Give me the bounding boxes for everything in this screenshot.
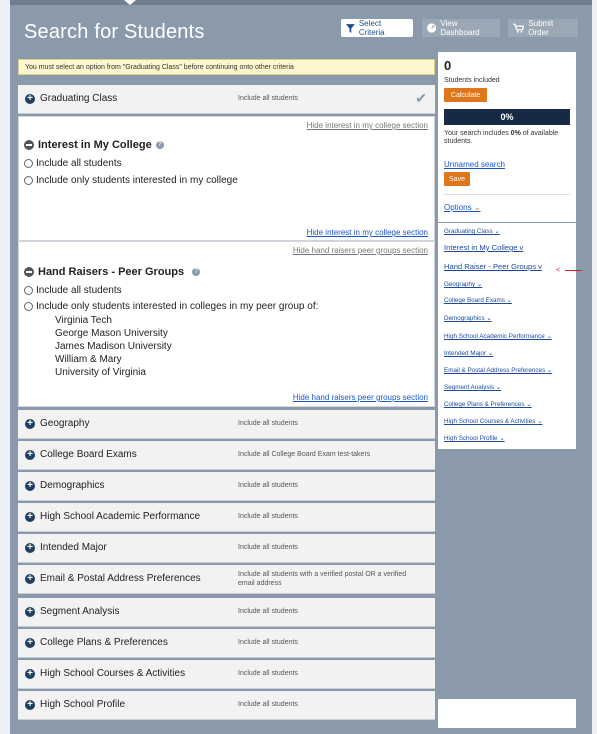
- plus-icon: +: [25, 607, 35, 617]
- hide-interest-link-bottom[interactable]: Hide interest in my college section: [306, 228, 428, 237]
- interest-section: [18, 116, 435, 241]
- submit-order-label: Submit Order: [528, 19, 554, 37]
- save-button[interactable]: Save: [444, 172, 470, 186]
- search-name-link[interactable]: Unnamed search: [444, 160, 505, 169]
- criteria-row[interactable]: [18, 472, 435, 501]
- criteria-row[interactable]: [18, 691, 435, 720]
- criteria-name: Segment Analysis: [40, 606, 120, 617]
- criteria-name: High School Academic Performance: [40, 511, 201, 522]
- chevron-down-icon: ⌄: [499, 435, 505, 442]
- help-icon[interactable]: ?: [192, 268, 200, 276]
- dashboard-icon: [427, 23, 436, 33]
- criteria-desc: Include all students: [238, 95, 298, 102]
- criteria-desc: Include all students: [238, 701, 298, 708]
- calculate-button[interactable]: Calculate: [444, 88, 487, 102]
- plus-icon: +: [25, 94, 35, 104]
- plus-icon: +: [25, 543, 35, 553]
- plus-icon: +: [25, 450, 35, 460]
- nav-item[interactable]: [444, 228, 500, 235]
- plus-icon: +: [25, 574, 35, 584]
- summary-panel: [438, 52, 576, 222]
- view-dashboard-button[interactable]: [422, 19, 500, 37]
- interest-title-label: Interest in My College: [38, 139, 152, 151]
- criteria-row[interactable]: [18, 503, 435, 532]
- chevron-down-icon: ⌄: [537, 418, 543, 425]
- nav-label: College Board Exams: [444, 297, 505, 304]
- radio-icon[interactable]: [24, 159, 33, 168]
- plus-icon: +: [25, 481, 35, 491]
- criteria-desc: Include all students: [238, 420, 298, 427]
- criteria-row[interactable]: [18, 534, 435, 563]
- nav-item[interactable]: Hand Raiser - Peer Groups v: [444, 262, 542, 271]
- criteria-row[interactable]: [18, 598, 435, 627]
- note-suffix: of available students.: [444, 130, 559, 145]
- hand-raisers-title-label: Hand Raisers - Peer Groups: [38, 266, 185, 278]
- nav-item[interactable]: [444, 297, 512, 304]
- nav-label: Email & Postal Address Preferences: [444, 367, 546, 374]
- nav-item[interactable]: [444, 367, 552, 374]
- peer-college: George Mason University: [55, 328, 168, 339]
- criteria-desc: Include all students: [238, 608, 298, 615]
- divider: [444, 194, 570, 195]
- chevron-down-icon: ⌄: [526, 401, 532, 408]
- criteria-row-graduating-class[interactable]: [18, 85, 435, 114]
- students-included-label: Students included: [444, 77, 500, 84]
- chevron-down-icon: ⌄: [473, 203, 481, 212]
- nav-label: High School Profile: [444, 435, 498, 442]
- nav-item[interactable]: [444, 435, 505, 442]
- criteria-name: Intended Major: [40, 542, 107, 553]
- annotation-arrow-icon: <: [556, 267, 561, 274]
- hand-raisers-section: [18, 241, 435, 407]
- nav-label: College Plans & Preferences: [444, 401, 525, 408]
- student-count: 0: [444, 58, 452, 73]
- help-icon[interactable]: ?: [156, 141, 164, 149]
- hide-hand-raisers-link-top[interactable]: Hide hand raisers peer groups section: [292, 246, 428, 255]
- chevron-down-icon: ⌄: [476, 281, 483, 288]
- criteria-name: High School Profile: [40, 699, 126, 710]
- peer-college: James Madison University: [55, 341, 172, 352]
- criteria-row[interactable]: [18, 629, 435, 658]
- criteria-name: Graduating Class: [40, 93, 118, 104]
- nav-item[interactable]: [444, 384, 501, 391]
- minus-icon[interactable]: [24, 267, 34, 277]
- radio-icon[interactable]: [24, 286, 33, 295]
- view-dashboard-label: View Dashboard: [440, 19, 480, 37]
- percent-bar: 0%: [444, 109, 570, 125]
- select-criteria-label: Select Criteria: [358, 19, 385, 37]
- interest-option-all[interactable]: [24, 158, 122, 169]
- peer-college: University of Virginia: [55, 367, 146, 378]
- chevron-down-icon: ⌄: [487, 350, 494, 357]
- top-progress-strip: [10, 0, 592, 5]
- nav-label: Segment Analysis: [444, 384, 495, 391]
- options-label: Options: [444, 203, 472, 212]
- cart-icon: [513, 23, 524, 33]
- hand-raisers-title: [24, 266, 200, 278]
- check-icon: ✔: [415, 90, 427, 106]
- nav-item[interactable]: [444, 401, 532, 408]
- nav-item[interactable]: [444, 418, 542, 425]
- options-dropdown[interactable]: [444, 203, 481, 212]
- note-percent: 0%: [510, 130, 521, 137]
- note-prefix: Your search includes: [444, 130, 511, 137]
- criteria-name: College Plans & Preferences: [40, 637, 168, 648]
- plus-icon: +: [25, 700, 35, 710]
- option-label: Include all students: [36, 285, 122, 296]
- option-label: Include only students interested in colleges in my peer group of:: [36, 301, 319, 312]
- hide-interest-link-top[interactable]: Hide interest in my college section: [306, 121, 428, 130]
- criteria-name: Geography: [40, 418, 90, 429]
- nav-label: Demographics: [444, 315, 485, 322]
- hand-raisers-option-peer[interactable]: [24, 301, 318, 312]
- radio-icon[interactable]: [24, 302, 33, 311]
- chevron-down-icon: ⌄: [494, 228, 500, 235]
- chevron-down-icon: ⌄: [506, 297, 512, 304]
- hand-raisers-option-all[interactable]: [24, 285, 122, 296]
- criteria-nav: [438, 223, 576, 449]
- chevron-down-icon: ⌄: [495, 384, 502, 391]
- select-criteria-button[interactable]: [341, 19, 413, 37]
- peer-college: William & Mary: [55, 354, 122, 365]
- nav-item[interactable]: [444, 315, 492, 322]
- criteria-row[interactable]: [18, 410, 435, 439]
- annotation-arrow-line: [565, 270, 582, 271]
- criteria-row[interactable]: [18, 441, 435, 470]
- nav-item[interactable]: [444, 350, 493, 357]
- criteria-desc: Include all students: [238, 639, 298, 646]
- criteria-name: Email & Postal Address Preferences: [40, 573, 201, 584]
- criteria-row[interactable]: [18, 565, 435, 594]
- peer-college: Virginia Tech: [55, 315, 112, 326]
- criteria-desc: Include all students with a verified postal OR a verified email address: [238, 571, 407, 587]
- nav-label: Geography: [444, 281, 476, 288]
- criteria-name: College Board Exams: [40, 449, 137, 460]
- plus-icon: +: [25, 638, 35, 648]
- criteria-desc: Include all students: [238, 544, 298, 551]
- submit-order-button[interactable]: [508, 19, 578, 37]
- sidebar-bottom-blank: [438, 699, 576, 728]
- radio-icon[interactable]: [24, 176, 33, 185]
- nav-label: Graduating Class: [444, 228, 493, 235]
- nav-item[interactable]: Interest in My College v: [444, 243, 524, 252]
- option-label: Include only students interested in my college: [36, 175, 238, 186]
- criteria-desc: Include all College Board Exam test-takers: [238, 451, 371, 458]
- plus-icon: +: [25, 419, 35, 429]
- chevron-down-icon: ⌄: [546, 333, 552, 340]
- interest-option-only[interactable]: [24, 175, 238, 186]
- criteria-desc: Include all students: [238, 482, 298, 489]
- nav-item[interactable]: [444, 333, 552, 340]
- notice-banner: You must select an option from "Graduating Class" before continuing onto other criteria: [18, 59, 435, 75]
- nav-label: High School Academic Performance: [444, 333, 545, 340]
- plus-icon: +: [25, 669, 35, 679]
- criteria-desc: Include all students: [238, 513, 298, 520]
- minus-icon[interactable]: [24, 140, 34, 150]
- hide-hand-raisers-link-bottom[interactable]: Hide hand raisers peer groups section: [292, 393, 428, 402]
- criteria-desc: Include all students: [238, 670, 298, 677]
- nav-label: Intended Major: [444, 350, 487, 357]
- criteria-name: Demographics: [40, 480, 105, 491]
- criteria-name: High School Courses & Activities: [40, 668, 186, 679]
- nav-label: High School Courses & Activities: [444, 418, 536, 425]
- search-note: [444, 130, 570, 146]
- chevron-down-icon: ⌄: [486, 315, 492, 322]
- plus-icon: +: [25, 512, 35, 522]
- option-label: Include all students: [36, 158, 122, 169]
- nav-item[interactable]: [444, 281, 482, 288]
- chevron-down-icon: ⌄: [546, 367, 553, 374]
- criteria-row[interactable]: [18, 660, 435, 689]
- page-title: Search for Students: [24, 21, 205, 43]
- step-indicator: [124, 0, 136, 5]
- interest-title: [24, 139, 164, 151]
- filter-icon: [346, 24, 355, 33]
